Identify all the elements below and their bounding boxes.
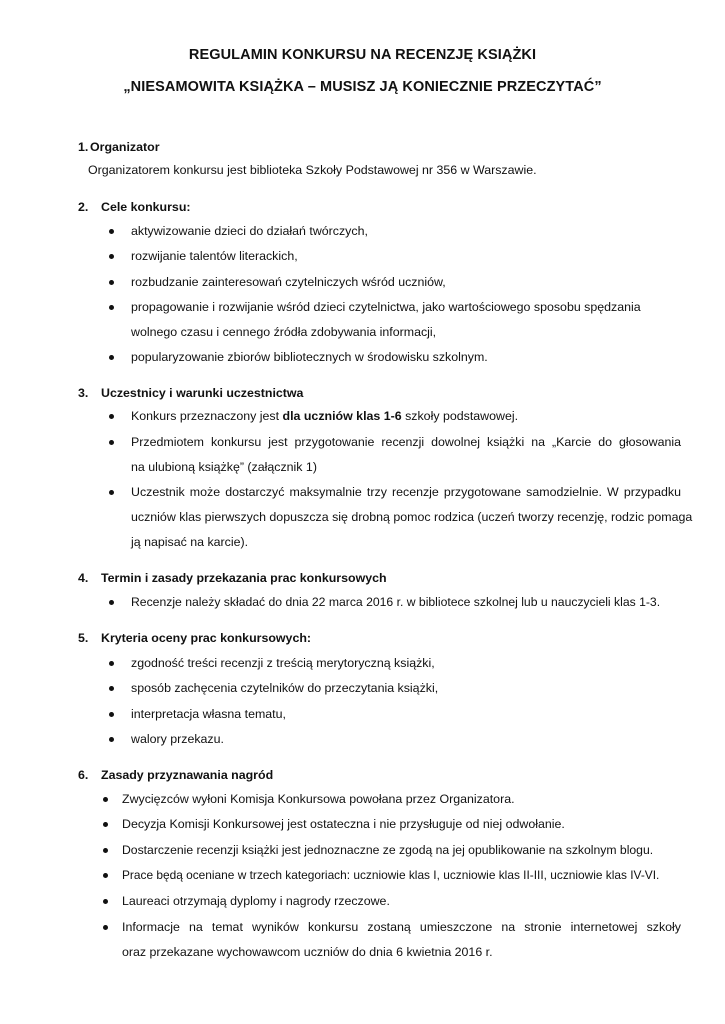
- list-item: Dostarczenie recenzji książki jest jednoznaczne ze zgodą na jej opublikowanie na szkolnym blogu.: [122, 843, 654, 857]
- bullet-icon: [109, 686, 114, 691]
- section-title: Termin i zasady przekazania prac konkursowych: [101, 571, 387, 585]
- bullet-icon: [103, 848, 108, 853]
- document-title: REGULAMIN KONKURSU NA RECENZJĘ KSIĄŻKI: [188, 47, 537, 63]
- section-number: 2.: [78, 200, 89, 214]
- bullet-icon: [109, 229, 114, 234]
- list-item-text: Konkurs przeznaczony jest: [131, 409, 283, 423]
- list-item: sposób zachęcenia czytelników do przeczytania książki,: [131, 681, 439, 695]
- document-subtitle: „NIESAMOWITA KSIĄŻKA – MUSISZ JĄ KONIECZNIE PRZECZYTAĆ”: [123, 79, 602, 95]
- list-item: Informacje na temat wyników konkursu zostaną umieszczone na stronie internetowej szkoły: [122, 920, 681, 934]
- bullet-icon: [109, 490, 114, 495]
- section-number: 3.: [78, 386, 89, 400]
- list-item: Zwycięzców wyłoni Komisja Konkursowa powołana przez Organizatora.: [122, 792, 515, 806]
- list-item-continuation: wolnego czasu i cennego źródła zdobywania informacji,: [131, 325, 437, 339]
- section-title: Cele konkursu:: [101, 200, 191, 214]
- section-number: 4.: [78, 571, 89, 585]
- bullet-icon: [109, 600, 114, 605]
- bullet-icon: [109, 712, 114, 717]
- list-item: Recenzje należy składać do dnia 22 marca 2016 r. w bibliotece szkolnej lub u nauczycieli klas 1-3.: [131, 595, 661, 609]
- list-item: popularyzowanie zbiorów bibliotecznych w środowisku szkolnym.: [131, 350, 488, 364]
- list-item-continuation: na ulubioną książkę” (załącznik 1): [131, 460, 317, 474]
- bullet-icon: [109, 414, 114, 419]
- section-number: 1.: [78, 140, 89, 154]
- list-item: Prace będą oceniane w trzech kategoriach: uczniowie klas I, uczniowie klas II-III, uczniowie klas IV-VI.: [122, 868, 660, 882]
- section-number: 6.: [78, 768, 89, 782]
- list-item: Decyzja Komisji Konkursowej jest ostateczna i nie przysługuje od niej odwołanie.: [122, 817, 565, 831]
- list-item: zgodność treści recenzji z treścią merytoryczną książki,: [131, 656, 435, 670]
- bullet-icon: [109, 440, 114, 445]
- section-1-text: Organizatorem konkursu jest biblioteka Szkoły Podstawowej nr 356 w Warszawie.: [88, 163, 537, 177]
- section-title: Kryteria oceny prac konkursowych:: [101, 631, 312, 645]
- list-item: Laureaci otrzymają dyplomy i nagrody rzeczowe.: [122, 894, 390, 908]
- bullet-icon: [103, 899, 108, 904]
- bullet-icon: [109, 305, 114, 310]
- section-title: Organizator: [90, 140, 160, 154]
- bullet-icon: [103, 797, 108, 802]
- bullet-icon: [109, 254, 114, 259]
- list-item: [131, 409, 518, 423]
- bullet-icon: [109, 737, 114, 742]
- bullet-icon: [103, 873, 108, 878]
- list-item: aktywizowanie dzieci do działań twórczych,: [131, 224, 368, 238]
- bullet-icon: [109, 661, 114, 666]
- list-item: Uczestnik może dostarczyć maksymalnie trzy recenzje przygotowane samodzielnie. W przypadku: [131, 485, 681, 499]
- section-number: 5.: [78, 631, 89, 645]
- list-item: walory przekazu.: [131, 732, 224, 746]
- section-title: Uczestnicy i warunki uczestnictwa: [101, 386, 304, 400]
- list-item: propagowanie i rozwijanie wśród dzieci czytelnictwa, jako wartościowego sposobu spędzania: [131, 300, 641, 314]
- bullet-icon: [103, 822, 108, 827]
- list-item-continuation: uczniów klas pierwszych dopuszcza się drobną pomoc rodzica (uczeń tworzy recenzję, rodzic pomaga: [131, 510, 693, 524]
- bullet-icon: [103, 925, 108, 930]
- section-title: Zasady przyznawania nagród: [101, 768, 274, 782]
- bullet-icon: [109, 280, 114, 285]
- list-item: rozwijanie talentów literackich,: [131, 249, 298, 263]
- list-item: rozbudzanie zainteresowań czytelniczych wśród uczniów,: [131, 275, 446, 289]
- list-item-text: szkoły podstawowej.: [401, 409, 519, 423]
- list-item-continuation: ją napisać na karcie).: [131, 535, 249, 549]
- list-item: Przedmiotem konkursu jest przygotowanie recenzji dowolnej książki na „Karcie do głosowania: [131, 435, 681, 449]
- bullet-icon: [109, 355, 114, 360]
- list-item-bold-text: dla uczniów klas 1-6: [282, 409, 402, 423]
- list-item: interpretacja własna tematu,: [131, 707, 286, 721]
- list-item-continuation: oraz przekazane wychowawcom uczniów do dnia 6 kwietnia 2016 r.: [122, 945, 493, 959]
